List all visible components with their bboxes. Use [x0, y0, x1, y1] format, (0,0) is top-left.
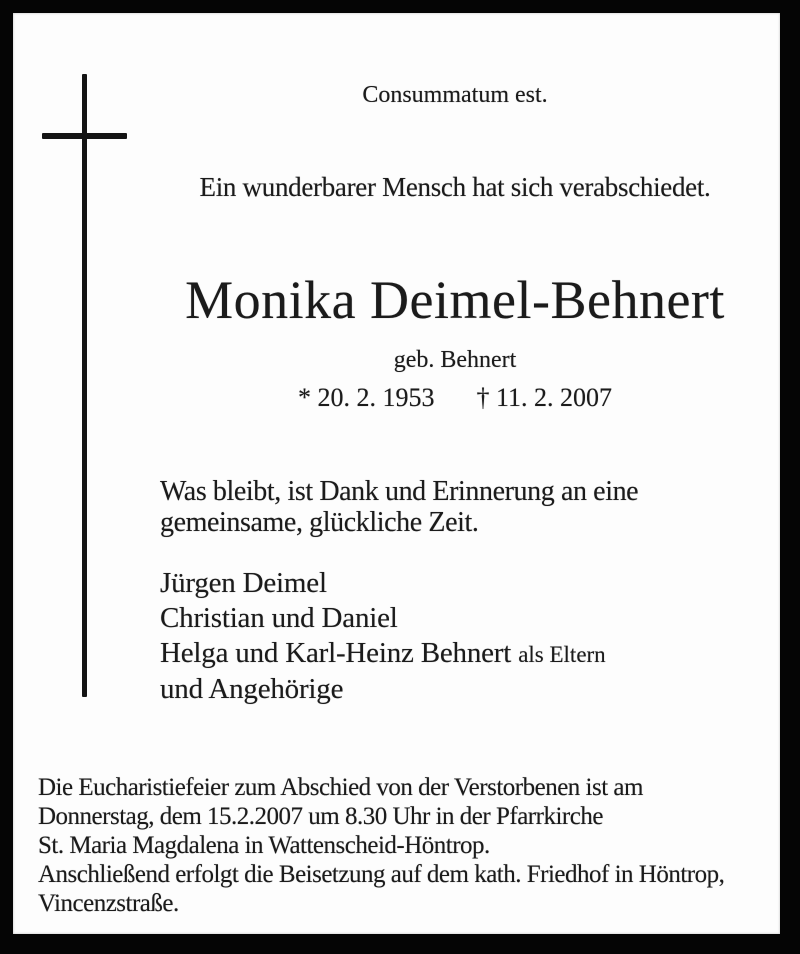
- mourner-line-3-names: Helga und Karl-Heinz Behnert: [160, 637, 519, 669]
- mourner-line-3-relation: als Eltern: [518, 642, 606, 667]
- mourner-line-1: Jürgen Deimel: [160, 567, 327, 599]
- farewell-line: Ein wunderbarer Mensch hat sich verabschiedet.: [199, 172, 711, 202]
- mourner-line-4: und Angehörige: [160, 673, 344, 705]
- funeral-line-2: Donnerstag, dem 15.2.2007 um 8.30 Uhr in der Pfarrkirche: [38, 803, 603, 830]
- remembrance-text: [160, 476, 638, 538]
- latin-motto: Consummatum est.: [362, 82, 548, 108]
- cross-icon: [82, 74, 87, 697]
- deceased-name: Monika Deimel-Behnert: [185, 270, 725, 330]
- mourner-line-2: Christian und Daniel: [160, 602, 398, 634]
- life-dates: [130, 383, 780, 413]
- remembrance-line-2: gemeinsame, glückliche Zeit.: [160, 507, 479, 538]
- funeral-details: [38, 773, 724, 918]
- funeral-line-5: Vincenzstraße.: [38, 890, 179, 917]
- obituary-notice-card: [13, 13, 780, 934]
- death-date: † 11. 2. 2007: [476, 383, 613, 412]
- mourner-line-3: [160, 636, 606, 672]
- birth-date: * 20. 2. 1953: [297, 383, 435, 412]
- mourners-list: [160, 566, 606, 707]
- cross-icon-bar: [42, 133, 127, 139]
- funeral-line-3: St. Maria Magdalena in Wattenscheid-Höntrop.: [38, 832, 490, 859]
- funeral-line-4: Anschließend erfolgt die Beisetzung auf dem kath. Friedhof in Höntrop,: [38, 861, 725, 888]
- maiden-name: geb. Behnert: [393, 347, 517, 373]
- remembrance-line-1: Was bleibt, ist Dank und Erinnerung an eine: [160, 476, 639, 507]
- funeral-line-1: Die Eucharistiefeier zum Abschied von der Verstorbenen ist am: [38, 774, 643, 801]
